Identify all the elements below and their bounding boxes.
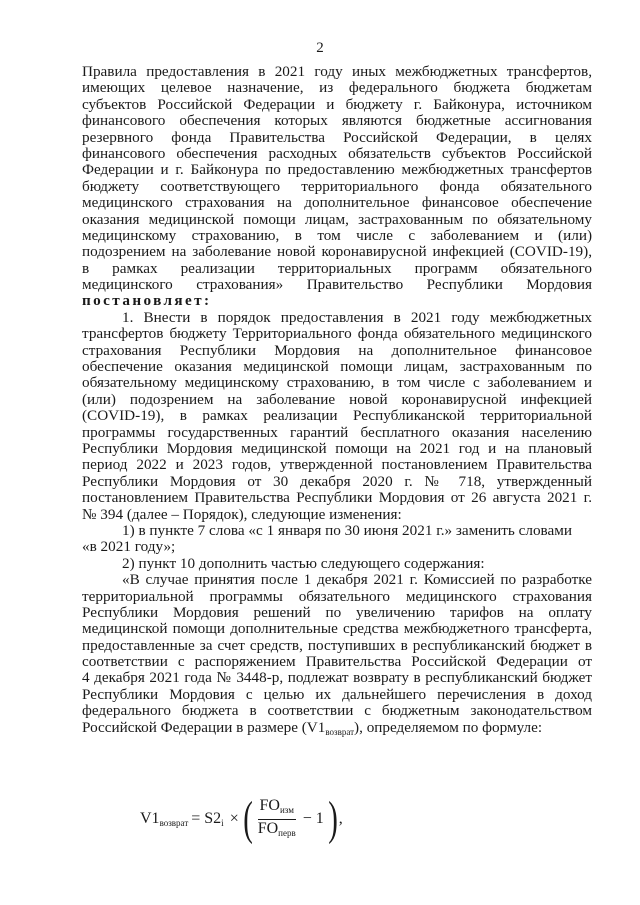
formula-times: ×: [229, 810, 239, 827]
formula-lhs: $V1_{возврат}$: [140, 810, 189, 828]
text-line: постановлением Правительства Республики Мордовия от 26 августа 2021 г.: [82, 490, 592, 507]
text-line: трансфертов бюджету Территориального фонда обязательного медицинского: [82, 326, 592, 343]
text-line: соответствии с распоряжением Правительства Российской Федерации от: [82, 654, 592, 671]
text-line: период 2022 и 2023 годов, утвержденной постановлением Правительства: [82, 457, 592, 474]
text-line: территориальной программы обязательного медицинского страхования: [82, 588, 592, 605]
text-line: «В случае принятия после 1 декабря 2021 г. Комиссией по разработке: [122, 572, 592, 589]
text-line: имеющих целевое назначение, из федерального бюджета бюджетам: [82, 80, 592, 97]
text-line: подозрением на заболевание новой коронавирусной инфекцией (COVID-19),: [82, 244, 592, 261]
formula-open-paren: (: [242, 792, 253, 845]
text-line: медицинскому страхованию, в том числе с заболеванием и (или): [82, 227, 592, 244]
text-line: 2) пункт 10 дополнить частью следующего содержания:: [122, 554, 485, 572]
text-line: финансового обеспечения расходных обязательств субъектов Российской: [82, 145, 592, 162]
text-line: финансового обеспечения которых являются бюджетные ассигнования: [82, 113, 592, 130]
formula-fraction: $\frac{FO_{изм}}{FO_{перв}}$: [257, 796, 296, 838]
text-line: медицинского страхования» Правительство Республики Мордовия: [82, 277, 592, 294]
text-line: 1) в пункте 7 слова «с 1 января по 30 июня 2021 г.» заменить словами: [122, 521, 572, 539]
text-line: Республики Мордовия от 30 декабря 2020 г. № 718, утвержденный: [82, 473, 592, 490]
text-line: постановляет:: [82, 292, 212, 310]
text-line: резервного фонда Правительства Российской Федерации, в целях: [82, 129, 592, 146]
text-line: Федерации и г. Байконура по предоставлению межбюджетных трансфертов: [82, 162, 592, 179]
text-line: (или) подозрением на заболевание новой коронавирусной инфекцией: [82, 391, 592, 408]
text-line: «в 2021 году»;: [82, 538, 176, 556]
formula: [140, 792, 343, 845]
text-line: предоставленные за счет средств, поступивших в республиканский бюджет в: [82, 637, 592, 654]
text-line: бюджету соответствующего территориального фонда обязательного: [82, 178, 592, 195]
text-line: Республики Мордовия решений по увеличению тарифов на оплату: [82, 604, 592, 621]
text-line: Правила предоставления в 2021 году иных межбюджетных трансфертов,: [82, 64, 592, 80]
formula-close-paren: ): [327, 792, 338, 845]
text-line: Республики Мордовия медицинской помощи на 2021 год и на плановый: [82, 440, 592, 457]
text-line: медицинской помощи дополнительные средства межбюджетного трансферта,: [82, 621, 592, 638]
formula-minus: − 1: [302, 810, 324, 827]
document-body: [82, 64, 592, 736]
text-line: (COVID-19), в рамках реализации Республиканской территориальной: [82, 408, 592, 425]
text-line: программы государственных гарантий бесплатного оказания населению: [82, 424, 592, 441]
text-line: в рамках реализации территориальных программ обязательного: [82, 260, 592, 277]
text-line: федерального бюджета в соответствии с бюджетным законодательством: [82, 703, 592, 720]
formula-end: ,: [338, 810, 343, 827]
text-line: обязательному медицинскому страхованию, в том числе с заболеванием и: [82, 375, 592, 392]
text-line: страхования Республики Мордовия на дополнительное финансовое: [82, 342, 592, 359]
text-line: медицинского страхования на дополнительное финансовое обеспечение: [82, 195, 592, 212]
text-line: № 394 (далее – Порядок), следующие изменения:: [82, 505, 402, 523]
text-line: 1. Внести в порядок предоставления в 2021 году межбюджетных: [122, 309, 592, 326]
text-line: субъектов Российской Федерации и бюджету г. Байконура, источником: [82, 96, 592, 113]
text-line: 4 декабря 2021 года № 3448-р, подлежат возврату в республиканский бюджет: [82, 670, 592, 687]
text-line: обеспечение оказания медицинской помощи лицам, застрахованным по: [82, 359, 592, 376]
text-line: оказания медицинской помощи лицам, застрахованным по обязательному: [82, 211, 592, 228]
text-line: Российской Федерации в размере $(V1_{возврат})$, определяемом по формуле:: [82, 718, 543, 737]
page-number: 2: [316, 40, 324, 56]
text-line: Республики Мордовия с целью их дальнейшего перечисления в доход: [82, 686, 592, 703]
formula-eq: = $S2_i$: [191, 810, 224, 828]
